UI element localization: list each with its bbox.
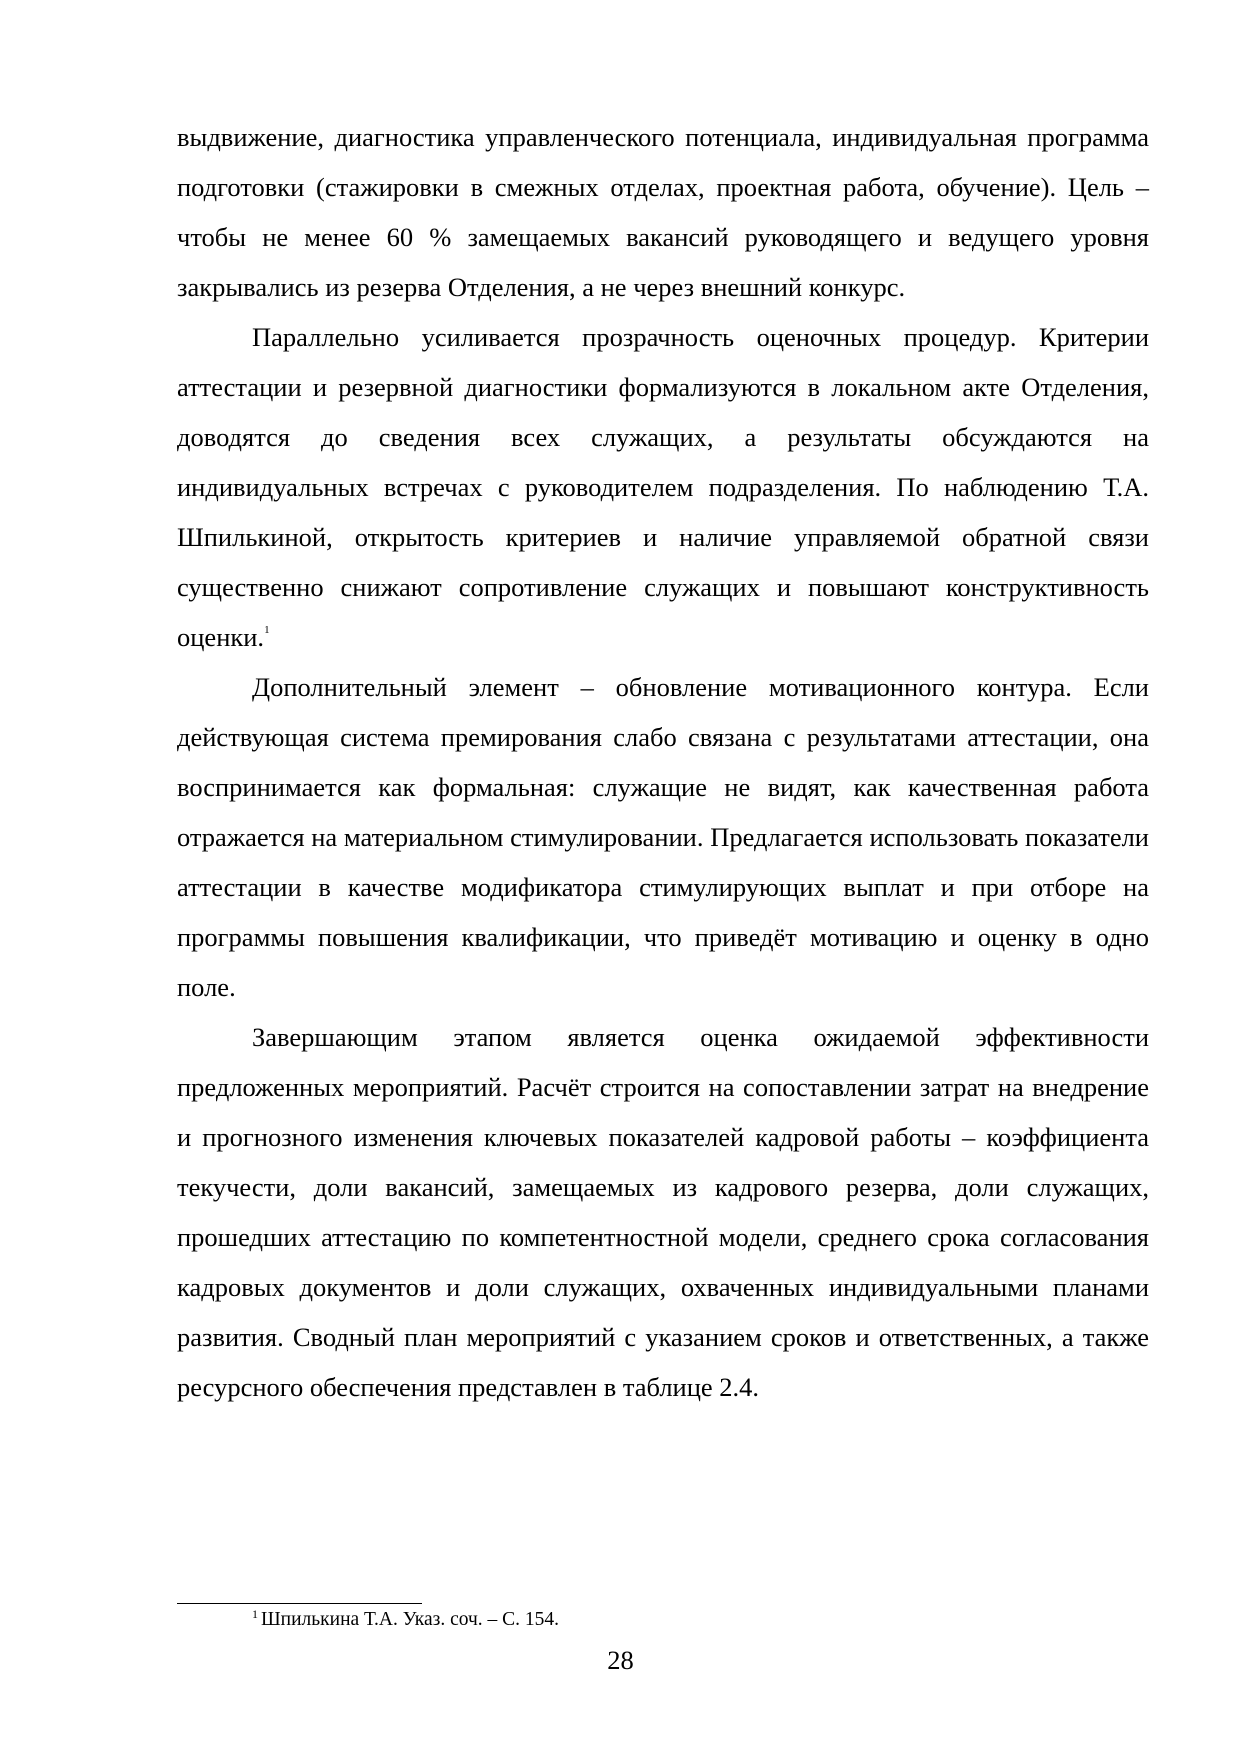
body-text: [177, 112, 1149, 1412]
footnote: [252, 1607, 559, 1633]
paragraph-3: [177, 662, 1149, 1012]
paragraph-2-text: Параллельно усиливается прозрачность оценочных процедур. Критерии аттестации и резервной диагностики формализуются в локальном акте Отделения, доводятся до сведения всех служащих, а результаты обсуждаются на индивидуальных встречах с руководителем подразделения. По наблюдению Т.А. Шпилькиной, открытость критериев и наличие управляемой обратной связи существенно снижают сопротивление служащих и повышают конструктивность оценки.: [177, 322, 1149, 652]
paragraph-1: [177, 112, 1149, 312]
footnote-separator: [177, 1603, 422, 1604]
footnote-text: Шпилькина Т.А. Указ. соч. – С. 154.: [261, 1609, 560, 1630]
footnote-number: 1: [252, 1607, 258, 1621]
paragraph-4: [177, 1012, 1149, 1412]
paragraph-4-text: Завершающим этапом является оценка ожидаемой эффективности предложенных мероприятий. Расчёт строится на сопоставлении затрат на внедрение и прогнозного изменения ключевых показателей кадровой работы – коэффициента текучести, доли вакансий, замещаемых из кадрового резерва, доли служащих, прошедших аттестацию по компетентностной модели, среднего срока согласования кадровых документов и доли служащих, охваченных индивидуальными планами развития. Сводный план мероприятий с указанием сроков и ответственных, а также ресурсного обеспечения представлен в таблице 2.4.: [177, 1022, 1149, 1402]
paragraph-1-text: выдвижение, диагностика управленческого потенциала, индивидуальная программа подготовки (стажировки в смежных отделах, проектная работа, обучение). Цель – чтобы не менее 60 % замещаемых вакансий руководящего и ведущего уровня закрывались из резерва Отделения, а не через внешний конкурс.: [177, 122, 1149, 302]
page-number: 28: [607, 1645, 634, 1675]
paragraph-3-text: Дополнительный элемент – обновление мотивационного контура. Если действующая система премирования слабо связана с результатами аттестации, она воспринимается как формальная: служащие не видят, как качественная работа отражается на материальном стимулировании. Предлагается использовать показатели аттестации в качестве модификатора стимулирующих выплат и при отборе на программы повышения квалификации, что приведёт мотивацию и оценку в одно поле.: [177, 672, 1149, 1002]
footnote-reference[interactable]: 1: [264, 624, 270, 636]
paragraph-2: [177, 312, 1149, 662]
